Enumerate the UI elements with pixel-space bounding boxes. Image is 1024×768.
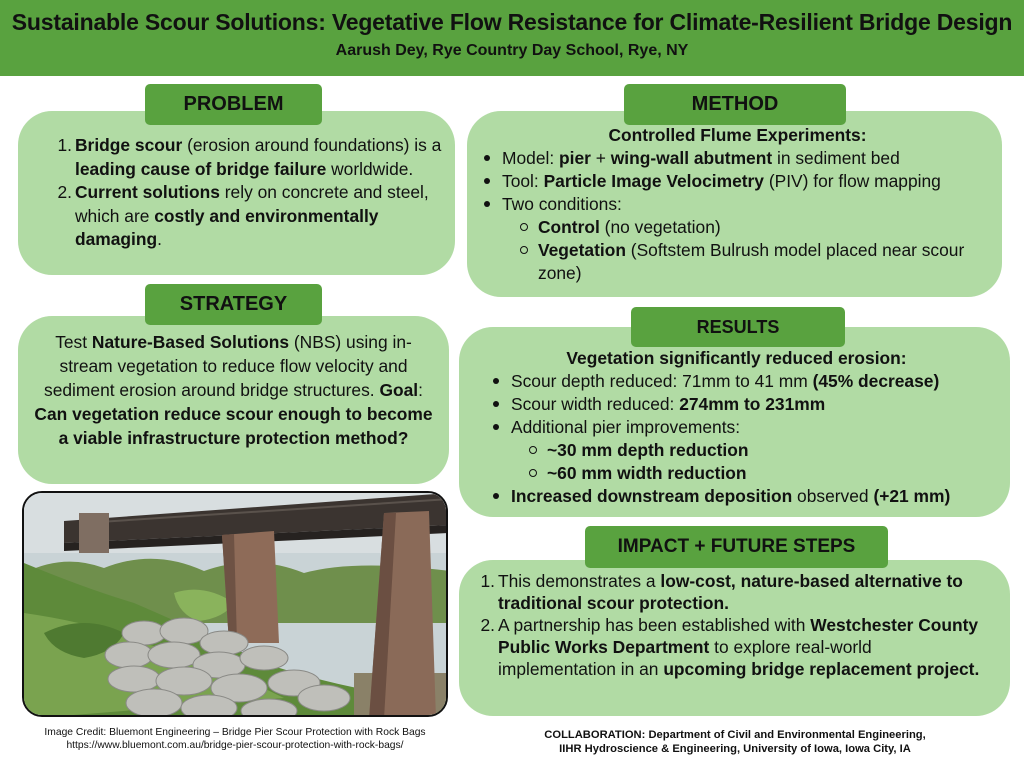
results-sub-depth: ~30 mm depth reduction — [525, 439, 1004, 462]
method-model: Model: pier + wing-wall abutment in sediment bed — [480, 147, 995, 170]
problem-item-1: 1. Bridge scour (erosion around foundations) is a leading cause of bridge failure worldwide. — [57, 135, 442, 179]
results-width: Scour width reduced: 274mm to 231mm — [489, 393, 1004, 416]
method-vegetation: Vegetation (Softstem Bulrush model placed near scour zone) — [516, 239, 995, 285]
poster-title: Sustainable Scour Solutions: Vegetative Flow Resistance for Climate-Resilient Bridge Design — [11, 9, 1013, 35]
method-list — [480, 147, 995, 285]
impact-item-1: 1. This demonstrates a low-cost, nature-based alternative to traditional scour protection. — [480, 571, 963, 613]
results-list — [489, 370, 1004, 508]
impact-item-2: 2. A partnership has been established with Westchester County Public Works Department to explore real-world implementation in an upcoming bridge replacement project. — [480, 615, 980, 679]
strategy-label: STRATEGY — [145, 284, 322, 325]
method-control: Control (no vegetation) — [516, 216, 995, 239]
method-heading: Controlled Flume Experiments: — [608, 125, 867, 145]
results-panel — [459, 327, 1010, 517]
method-tool: Tool: Particle Image Velocimetry (PIV) for flow mapping — [480, 170, 995, 193]
impact-panel — [459, 560, 1010, 716]
poster-author: Aarush Dey, Rye Country Day School, Rye, NY — [335, 42, 689, 59]
collaboration-credit: COLLABORATION: Department of Civil and Environmental Engineering, IIHR Hydroscience & Engineering, University of Iowa, Iowa City, IA — [544, 729, 926, 755]
image-credit: Image Credit: Bluemont Engineering – Bridge Pier Scour Protection with Rock Bags https://www.bluemont.com.au/bridge-pier-scour-protection-with-rock-bags/ — [44, 727, 426, 751]
results-additional: Additional pier improvements: ~30 mm depth reduction ~60 mm width reduction — [489, 416, 1004, 485]
results-deposition: Increased downstream deposition observed (+21 mm) — [489, 485, 1004, 508]
results-label: RESULTS — [631, 307, 845, 347]
strategy-panel — [18, 316, 449, 484]
method-conditions: Two conditions: Control (no vegetation) Vegetation (Softstem Bulrush model placed near scour zone) — [480, 193, 995, 285]
impact-list — [461, 570, 991, 680]
strategy-goal-text: Can vegetation reduce scour enough to become a viable infrastructure protection method? — [34, 404, 433, 448]
method-panel — [467, 111, 1002, 297]
results-sub-width: ~60 mm width reduction — [525, 462, 1004, 485]
problem-item-2: 2. Current solutions rely on concrete and steel, which are costly and environmentally damaging. — [57, 182, 429, 249]
problem-list — [38, 134, 448, 252]
poster-header — [0, 0, 1024, 76]
bridge-pier-photo — [22, 491, 448, 717]
problem-panel — [18, 111, 455, 275]
strategy-goal-label: Goal — [379, 380, 419, 400]
results-depth: Scour depth reduced: 71mm to 41 mm (45% decrease) — [489, 370, 1004, 393]
method-label: METHOD — [624, 84, 846, 125]
problem-label: PROBLEM — [145, 84, 322, 125]
strategy-text: Test Nature-Based Solutions (NBS) using in-stream vegetation to reduce flow velocity and sediment erosion around bridge structures. Goal: Can vegetation reduce scour enough to become a viable infrastructure protection method? — [34, 332, 433, 448]
results-heading: Vegetation significantly reduced erosion: — [566, 348, 907, 368]
impact-label: IMPACT + FUTURE STEPS — [585, 526, 888, 568]
